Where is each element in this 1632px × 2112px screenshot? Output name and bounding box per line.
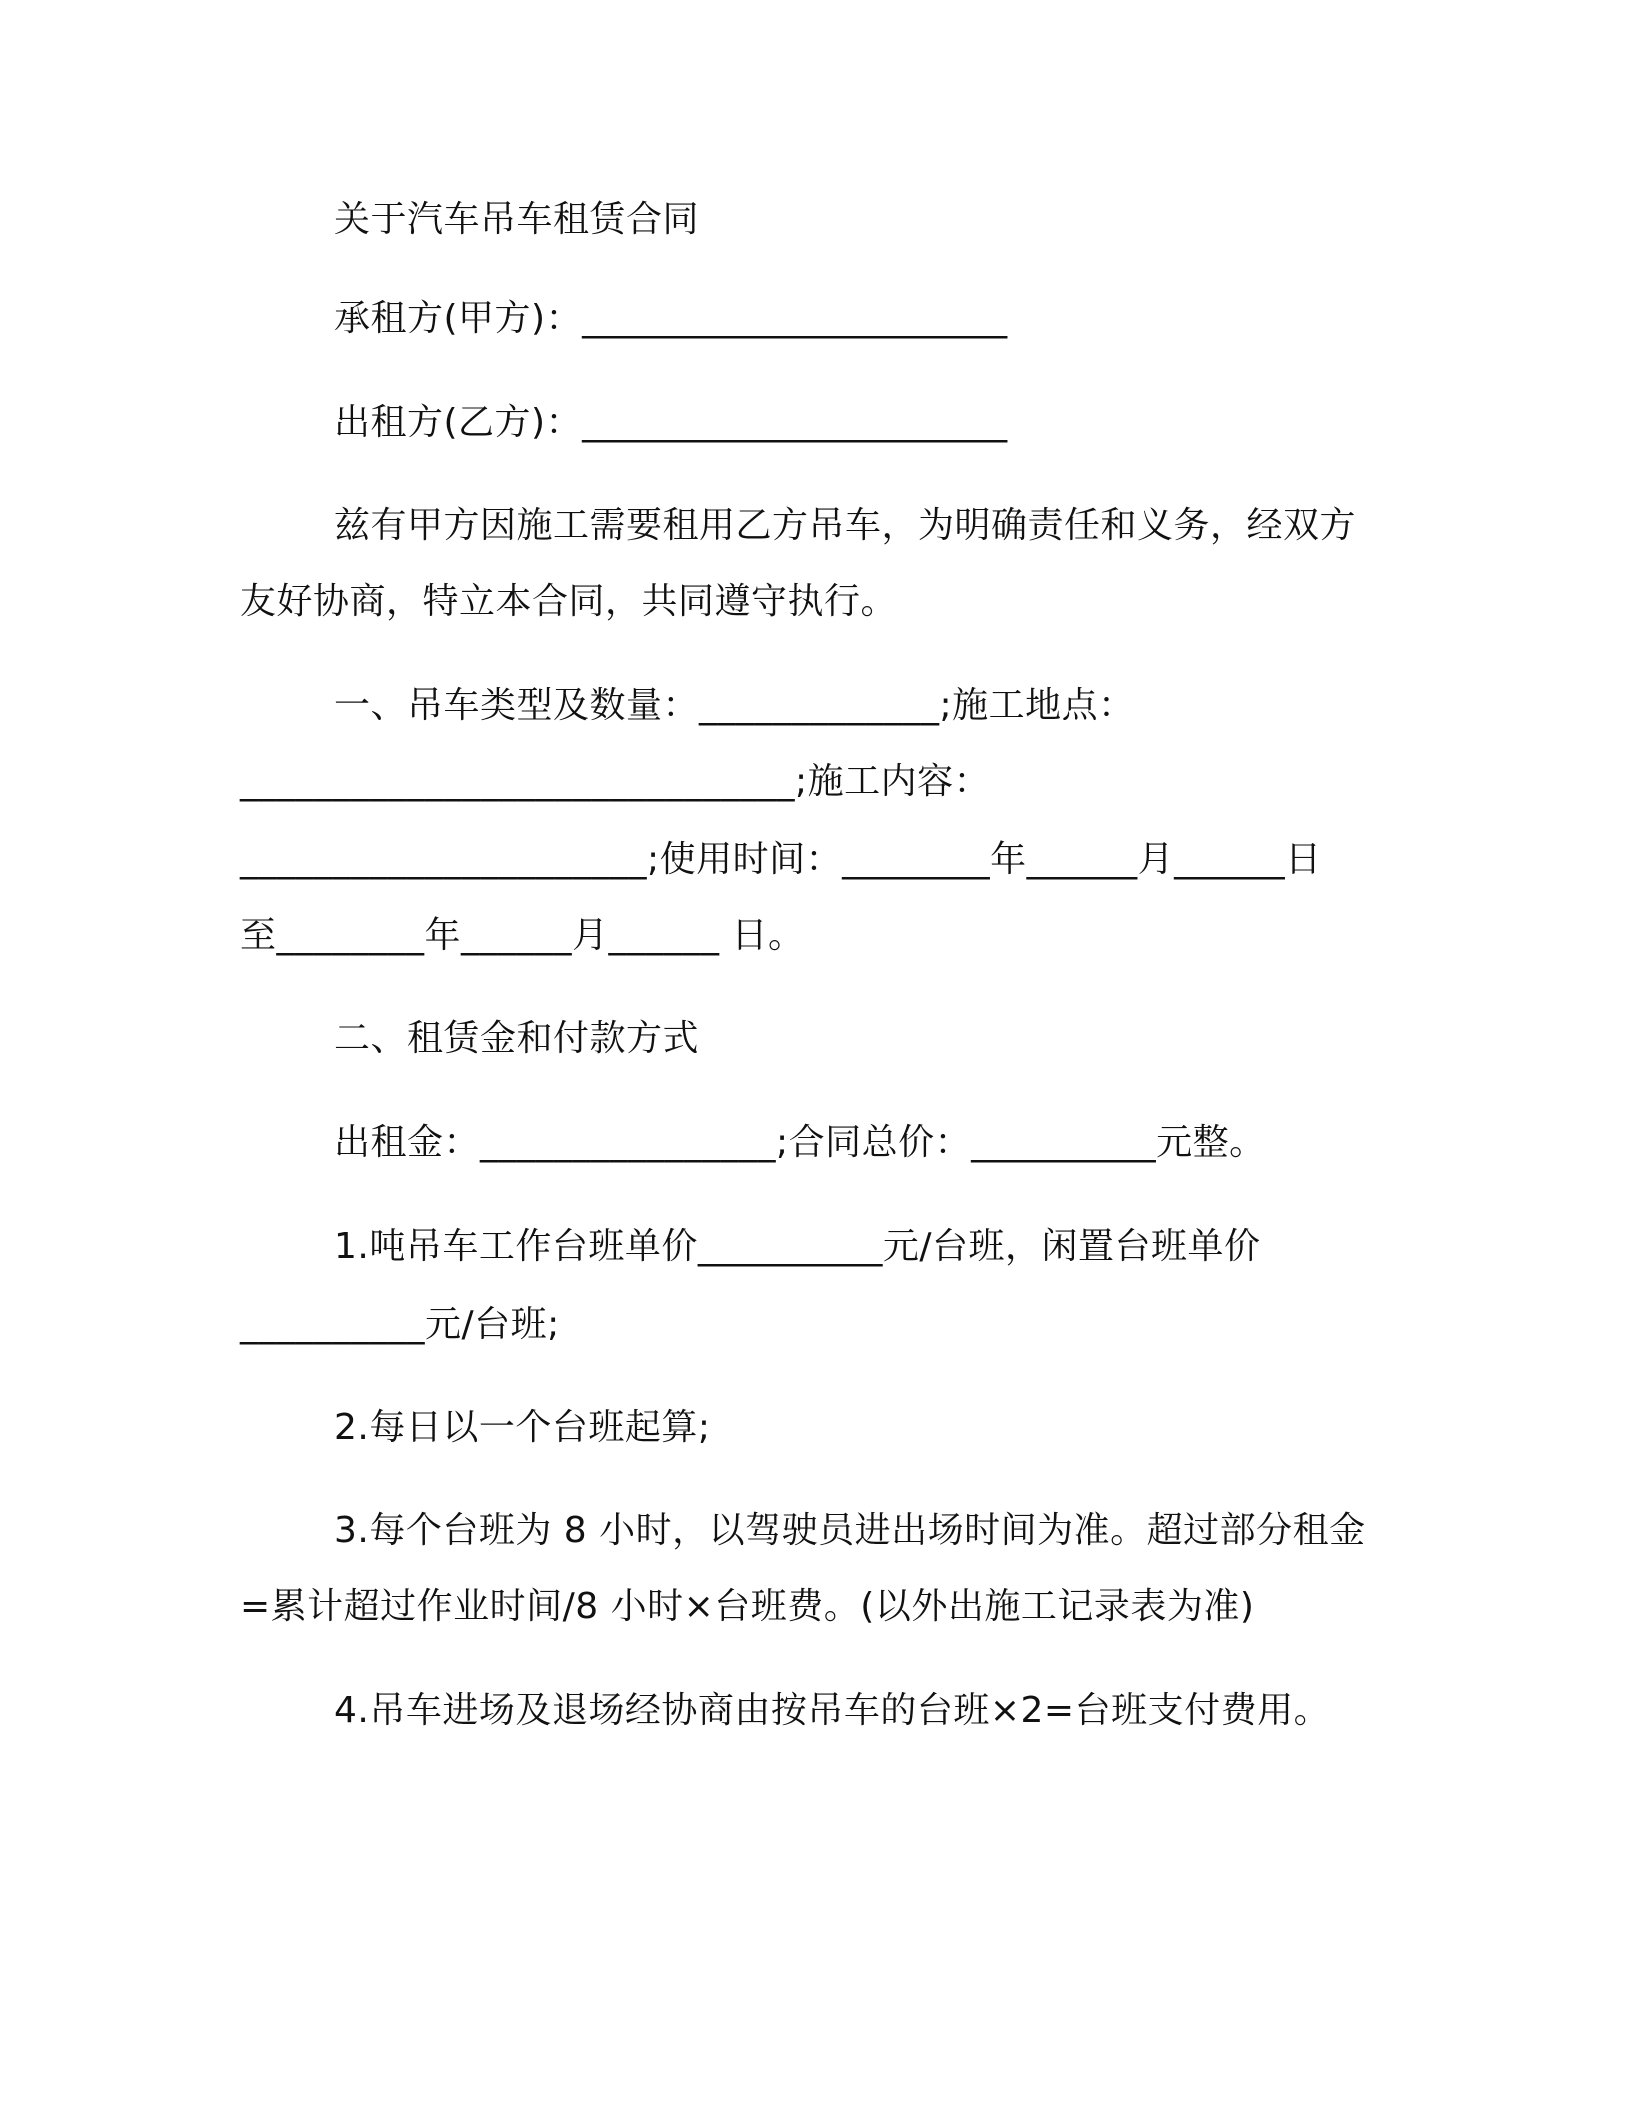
lessor-line: 出租方(乙方)：_______________________ <box>334 402 1008 443</box>
item2-line: 2.每日以一个台班起算; <box>334 1407 711 1448</box>
item1-line-2: __________元/台班; <box>240 1304 560 1345</box>
section1-line-1: 一、吊车类型及数量：_____________;施工地点： <box>334 685 1135 726</box>
lessee-line: 承租方(甲方)：_______________________ <box>334 298 1008 339</box>
item3-line-1: 3.每个台班为 8 小时，以驾驶员进出场时间为准。超过部分租金 <box>334 1510 1366 1551</box>
section1-line-4: 至________年______月______ 日。 <box>240 915 805 956</box>
item4-line: 4.吊车进场及退场经协商由按吊车的台班×2=台班支付费用。 <box>334 1690 1331 1731</box>
document-title: 关于汽车吊车租赁合同 <box>334 199 700 240</box>
preamble-line-2: 友好协商，特立本合同，共同遵守执行。 <box>240 581 898 622</box>
item1-line-1: 1.吨吊车工作台班单价__________元/台班，闲置台班单价 <box>334 1226 1261 1267</box>
item3-line-2: =累计超过作业时间/8 小时×台班费。(以外出施工记录表为准) <box>240 1586 1255 1627</box>
section1-line-3: ______________________;使用时间：________年______月______日 <box>240 839 1322 880</box>
section2-heading: 二、租赁金和付款方式 <box>334 1018 700 1059</box>
preamble-line-1: 兹有甲方因施工需要租用乙方吊车，为明确责任和义务，经双方 <box>334 505 1357 546</box>
rent-line: 出租金：________________;合同总价：__________元整。 <box>334 1122 1266 1163</box>
section1-line-2: ______________________________;施工内容： <box>240 761 991 802</box>
